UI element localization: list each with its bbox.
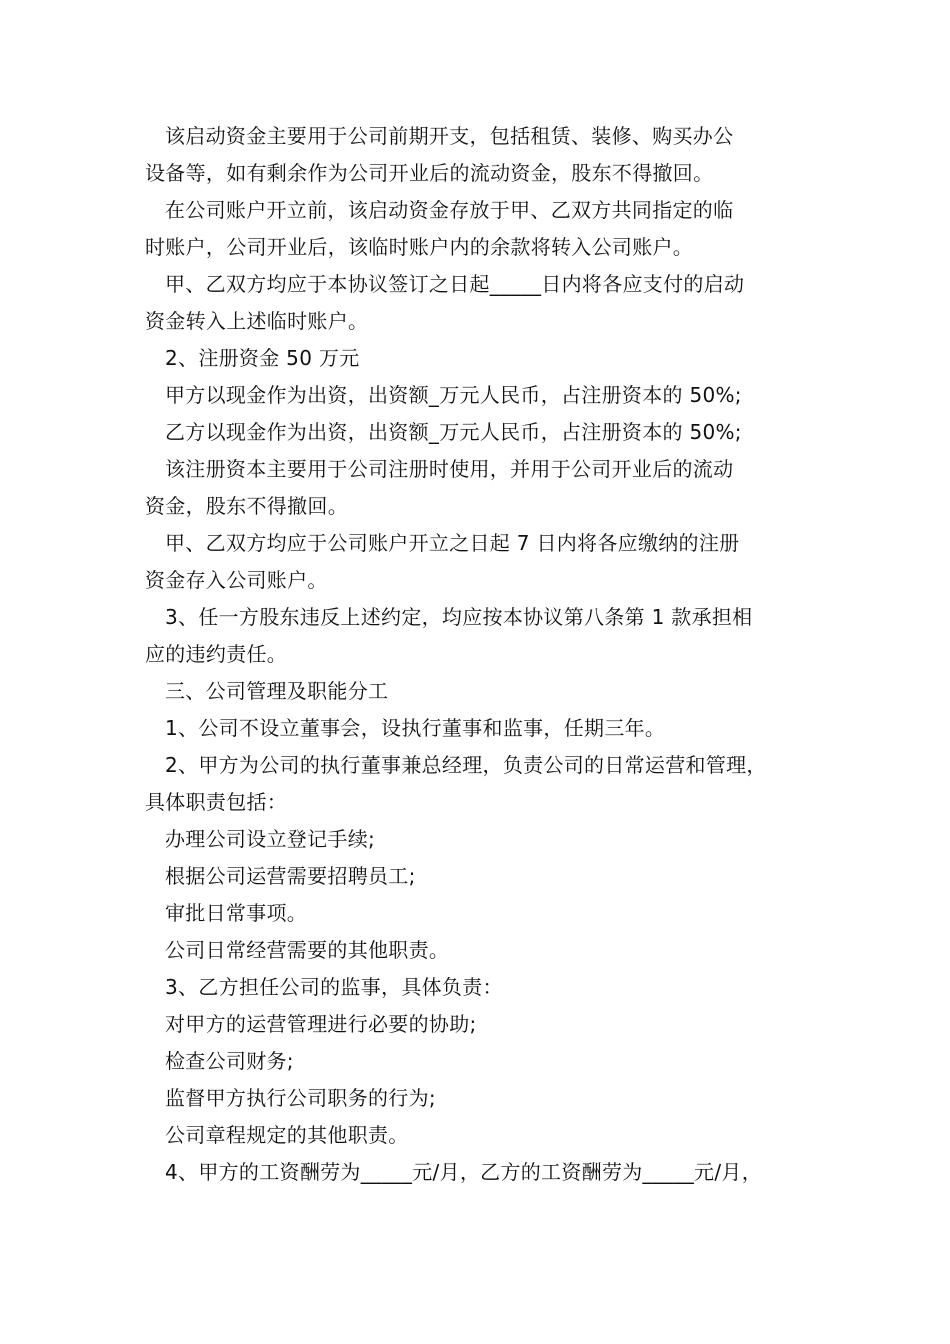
section-heading: 三、公司管理及职能分工 [165, 679, 389, 703]
text-line: 甲、乙双方均应于本协议签订之日起_____日内将各应支付的启动 [165, 272, 745, 296]
text-line: 资金，股东不得撤回。 [145, 494, 348, 518]
text-line: 1、公司不设立董事会，设执行董事和监事，任期三年。 [165, 716, 666, 740]
text-line: 时账户，公司开业后，该临时账户内的余款将转入公司账户。 [145, 235, 694, 259]
list-item: 公司日常经营需要的其他职责。 [165, 938, 450, 962]
text-line: 具体职责包括： [145, 790, 288, 814]
text-line: 3、任一方股东违反上述约定，均应按本协议第八条第 1 款承担相 [165, 605, 753, 629]
text-line: 设备等，如有剩余作为公司开业后的流动资金，股东不得撤回。 [145, 161, 714, 185]
section-heading: 2、注册资金 50 万元 [165, 346, 360, 370]
text-line: 4、甲方的工资酬劳为_____元/月，乙方的工资酬劳为_____元/月， [165, 1160, 763, 1184]
text-line: 甲、乙双方均应于公司账户开立之日起 7 日内将各应缴纳的注册 [165, 531, 740, 555]
list-item: 检查公司财务; [165, 1049, 294, 1073]
text-line: 该启动资金主要用于公司前期开支，包括租赁、装修、购买办公 [165, 124, 734, 148]
text-line: 乙方以现金作为出资，出资额_万元人民币，占注册资本的 50%; [165, 420, 742, 444]
text-line: 3、乙方担任公司的监事，具体负责： [165, 975, 503, 999]
list-item: 公司章程规定的其他职责。 [165, 1123, 409, 1147]
text-line: 资金转入上述临时账户。 [145, 309, 369, 333]
text-line: 在公司账户开立前，该启动资金存放于甲、乙双方共同指定的临 [165, 198, 734, 222]
list-item: 根据公司运营需要招聘员工; [165, 864, 416, 888]
text-line: 甲方以现金作为出资，出资额_万元人民币，占注册资本的 50%; [165, 383, 742, 407]
document-body [145, 118, 825, 1191]
text-line: 资金存入公司账户。 [145, 568, 328, 592]
list-item: 审批日常事项。 [165, 901, 308, 925]
list-item: 对甲方的运营管理进行必要的协助; [165, 1012, 477, 1036]
text-line: 2、甲方为公司的执行董事兼总经理，负责公司的日常运营和管理， [165, 753, 767, 777]
list-item: 监督甲方执行公司职务的行为; [165, 1086, 436, 1110]
list-item: 办理公司设立登记手续; [165, 827, 376, 851]
text-line: 应的违约责任。 [145, 642, 288, 666]
text-line: 该注册资本主要用于公司注册时使用，并用于公司开业后的流动 [165, 457, 734, 481]
